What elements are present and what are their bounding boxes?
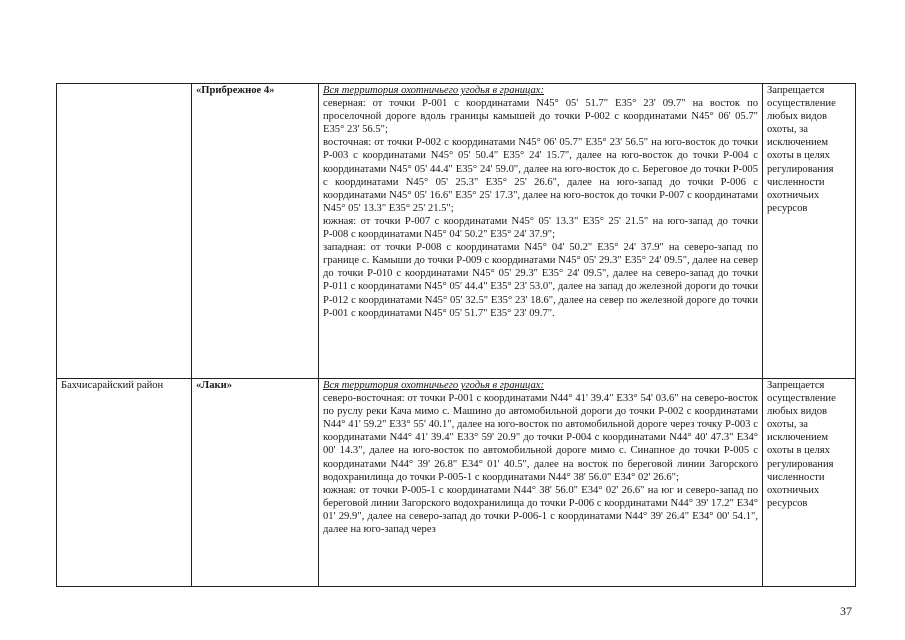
restriction-cell: Запрещается осуществление любых видов охоты, за исключением охоты в целях регулирования численности охотничьих ресурсов [763,379,856,587]
district-cell [57,84,192,379]
page-number: 37 [840,604,852,618]
hunting-grounds-table [56,83,856,587]
ground-name: «Прибрежное 4» [192,84,319,379]
boundary-intro: Вся территория охотничьего угодья в границах: [323,85,545,96]
boundary-west: западная: от точки Р-008 с координатами N45° 04' 50.2" E35° 24' 37.9" на северо-запад по границе с. Камыши до точки Р-009 с координатами N45° 05' 29.3" E35° 24' 09.5", далее на север до точки Р-010 с координатами N45° 05' 29.3" E35° 24' 09.5", далее на северо-запад до точки Р-011 с координатами N45° 05' 44.4" E35° 23' 53.0", далее на запад до железной дороги до точки Р-012 с координатами N45° 05' 32.5" E35° 23' 18.6", далее на север по железной дороге до точки Р-001 с координатами N45° 05' 51.7" E35° 23' 09.7". [323,242,758,319]
boundary-north: северная: от точки Р-001 с координатами N45° 05' 51.7" E35° 23' 09.7" на восток по проселочной дороге вдоль границы камышей до точки Р-002 с координатами N45° 06' 05.7" E35° 23' 56.5"; [323,98,758,136]
boundary-description [319,84,763,379]
boundary-description [319,379,763,587]
restriction-cell: Запрещается осуществление любых видов охоты, за исключением охоты в целях регулирования численности охотничьих ресурсов [763,84,856,379]
table-row [57,84,856,379]
boundary-south: южная: от точки Р-005-1 с координатами N44° 38' 56.0" E34° 02' 26.6" на юг и северо-запад по береговой линии Загорского водохранилища до точки Р-006 с координатами N44° 39' 17.2" E34° 01' 29.9", далее на северо-запад до точки Р-006-1 с координатами N44° 39' 26.4" E34° 00' 54.1", далее на юго-запад через [323,484,758,536]
boundary-south: южная: от точки Р-007 с координатами N45° 05' 13.3" E35° 25' 21.5" на юго-запад до точки Р-008 с координатами N45° 04' 50.2" E35° 24' 37.9"; [323,215,758,241]
district-cell: Бахчисарайский район [57,379,192,587]
table-row [57,379,856,587]
boundary-east: восточная: от точки Р-002 с координатами N45° 06' 05.7" E35° 23' 56.5" на юго-восток до точки Р-003 с координатами N45° 05' 50.4" E35° 24' 15.7", далее на юго-восток до точки Р-004 с координатами N45° 05' 44.4" E35° 24' 59.0", далее на юго-восток до с. Береговое до точки Р-005 с координатами N45° 05' 25.3" E35° 25' 26.6", далее на юго-запад до точки Р-006 с координатами N45° 05' 16.6" E35° 25' 17.3", далее на юго-восток до точки Р-007 с координатами N45° 05' 13.3" E35° 25' 21.5"; [323,137,758,214]
ground-name: «Лаки» [192,379,319,587]
boundary-intro: Вся территория охотничьего угодья в границах: [323,380,545,391]
boundary-northeast: северо-восточная: от точки Р-001 с координатами N44° 41' 39.4" E33° 54' 03.6" на северо-восток по руслу реки Кача мимо с. Машино до автомобильной дороги до точки Р-002 с координатами N44° 41' 59.2" E33° 55' 40.1", далее на юго-восток по автомобильной дороге через точку Р-003 с координатами N44° 41' 39.4" E33° 59' 20.9" до точки Р-004 с координатами N44° 40' 47.3" E34° 00' 14.3", далее на юго-восток по автомобильной дороге мимо с. Синапное до точки Р-005 с координатами N44° 39' 26.8" E34° 01' 40.5", далее на восток по береговой линии Загорского водохранилища до точки Р-005-1 с координатами N44° 38' 56.0" E34° 02' 26.6"; [323,393,758,483]
